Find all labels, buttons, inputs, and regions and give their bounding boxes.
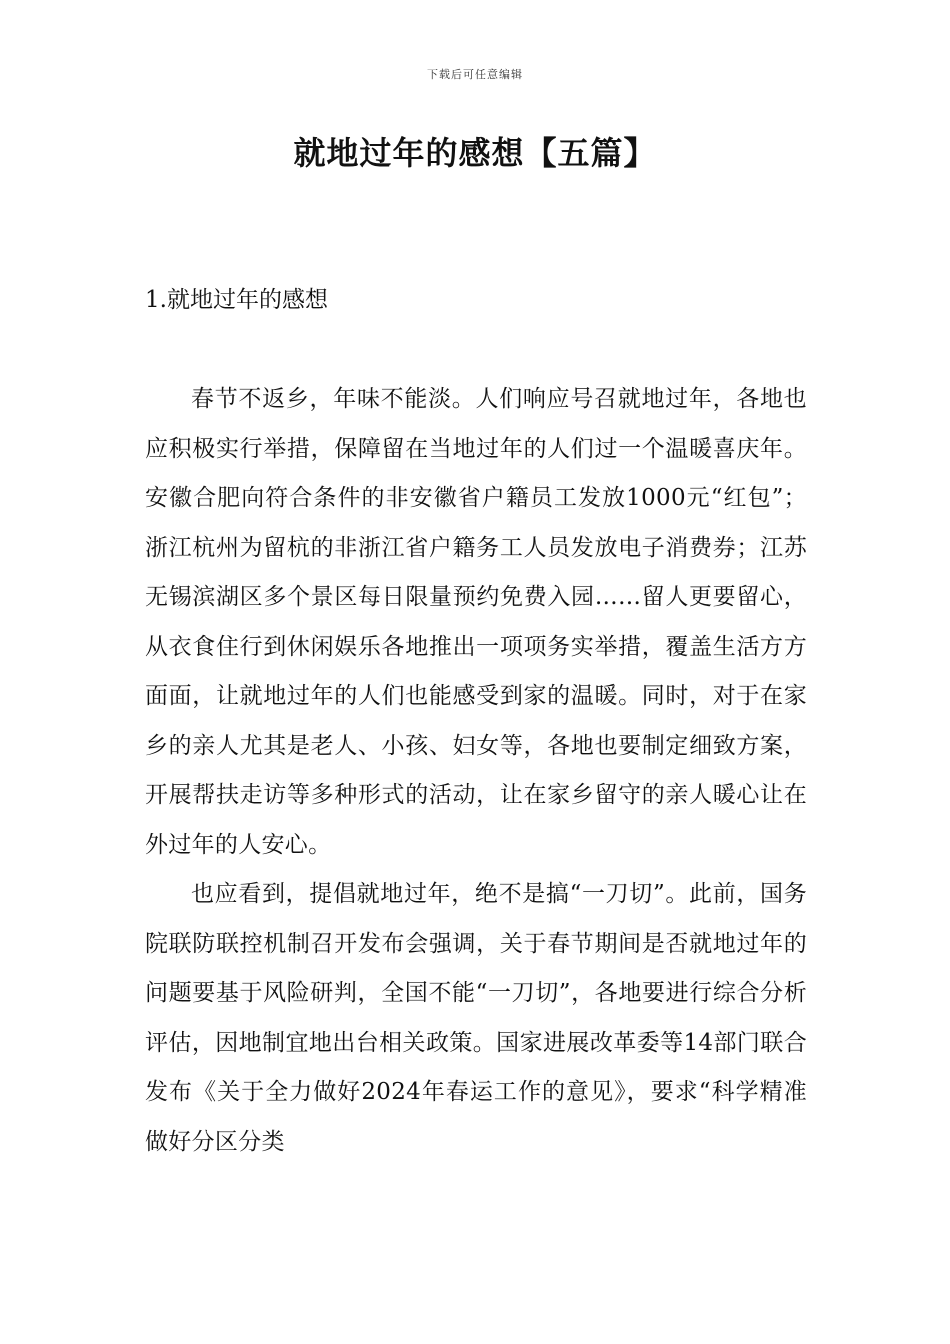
paragraph-2: 也应看到，提倡就地过年，绝不是搞“一刀切”。此前，国务院联防联控机制召开发布会强调，关于春节期间是否就地过年的问题要基于风险研判，全国不能“一刀切”，各地要进行综合分析评估，因地制宜地出台相关政策。国家进展改革委等14部门联合发布《关于全力做好2024年春运工作的意见》，要求“科学精准做好分区分类 <box>145 881 807 1155</box>
document-title: 就地过年的感想【五篇】 <box>293 134 657 172</box>
document-body <box>145 375 807 1167</box>
paragraph-1: 春节不返乡，年味不能淡。人们响应号召就地过年，各地也应积极实行举措，保障留在当地过年的人们过一个温暖喜庆年。安徽合肥向符合条件的非安徽省户籍员工发放1000元“红包”；浙江杭州为留杭的非浙江省户籍务工人员发放电子消费券；江苏无锡滨湖区多个景区每日限量预约免费入园……留人更要留心，从衣食住行到休闲娱乐各地推出一项项务实举措，覆盖生活方方面面，让就地过年的人们也能感受到家的温暖。同时，对于在家乡的亲人尤其是老人、小孩、妇女等，各地也要制定细致方案，开展帮扶走访等多种形式的活动，让在家乡留守的亲人暖心让在外过年的人安心。 <box>145 386 807 858</box>
header-note: 下载后可任意编辑 <box>427 68 523 81</box>
section-heading: 1.就地过年的感想 <box>145 287 328 313</box>
